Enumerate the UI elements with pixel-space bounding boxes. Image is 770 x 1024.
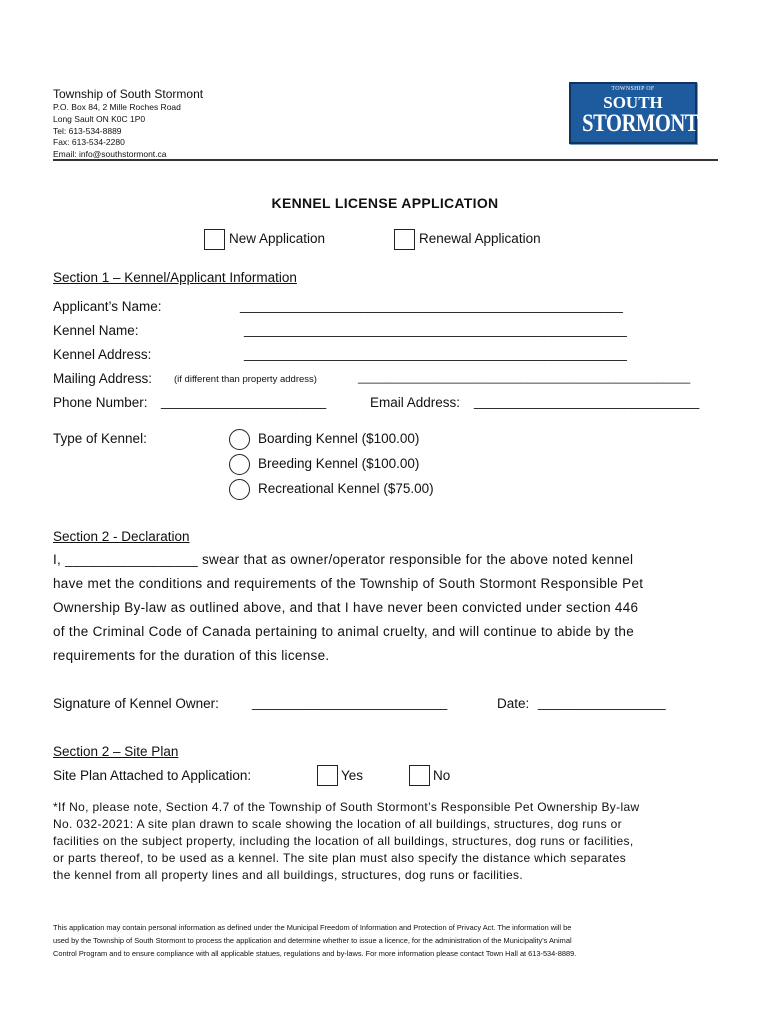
site-plan-note-2: No. 032-2021: A site plan drawn to scale showing the location of all buildings, structures, dog runs or <box>53 817 623 831</box>
site-plan-no-checkbox[interactable] <box>409 765 430 786</box>
kennel-type-label: Type of Kennel: <box>53 431 147 446</box>
boarding-kennel-radio[interactable] <box>229 429 250 450</box>
township-logo <box>569 82 697 144</box>
site-plan-no-label: No <box>433 768 451 783</box>
tel: Tel: 613-534-8889 <box>53 126 122 136</box>
signature-field[interactable]: __________________________ <box>252 695 448 710</box>
site-plan-label: Site Plan Attached to Application: <box>53 768 252 783</box>
phone-field[interactable]: ______________________ <box>161 394 327 409</box>
signature-label: Signature of Kennel Owner: <box>53 696 219 711</box>
privacy-note-3: Control Program and to ensure compliance with all applicable statues, regulations and by-laws. For more information please contact Town Hall at 613-534-8889. <box>53 949 577 958</box>
new-application-checkbox[interactable] <box>204 229 225 250</box>
declaration-line-1: I, _________________ swear that as owner/operator responsible for the above noted kennel <box>53 552 634 567</box>
kennel-name-field[interactable]: ___________________________________________________ <box>244 322 627 337</box>
privacy-note-2: used by the Township of South Stormont to process the application and determine whether to issue a licence, for the administration of the Municipality’s Animal <box>53 936 572 945</box>
email: Email: info@southstormont.ca <box>53 149 167 159</box>
org-name: Township of South Stormont <box>53 87 204 101</box>
site-plan-note-1: *If No, please note, Section 4.7 of the Township of South Stormont’s Responsible Pet Ownership By-law <box>53 800 640 814</box>
section2-heading: Section 2 - Declaration <box>53 529 190 544</box>
renewal-application-checkbox[interactable] <box>394 229 415 250</box>
applicant-name-label: Applicant’s Name: <box>53 299 162 314</box>
recreational-kennel-label: Recreational Kennel ($75.00) <box>258 481 434 496</box>
mailing-address-field[interactable]: _________________________________________________ <box>358 370 691 384</box>
logo-south: SOUTH <box>603 93 663 112</box>
logo-stormont: STORMONT <box>582 110 699 137</box>
site-plan-note-5: the kennel from all property lines and all buildings, structures, dog runs or facilities. <box>53 868 524 882</box>
site-plan-yes-label: Yes <box>341 768 364 783</box>
mailing-address-note: (if different than property address) <box>174 374 317 385</box>
new-application-label: New Application <box>229 231 326 246</box>
site-plan-note-4: or parts thereof, to be used as a kennel. The site plan must also specify the distance which separates <box>53 851 627 865</box>
date-field[interactable]: _________________ <box>538 695 666 710</box>
date-label: Date: <box>497 696 530 711</box>
renewal-application-label: Renewal Application <box>419 231 541 246</box>
boarding-kennel-label: Boarding Kennel ($100.00) <box>258 431 420 446</box>
kennel-address-label: Kennel Address: <box>53 347 152 362</box>
kennel-name-label: Kennel Name: <box>53 323 139 338</box>
fax: Fax: 613-534-2280 <box>53 137 125 147</box>
email-field[interactable]: ______________________________ <box>474 394 700 409</box>
logo-township: TOWNSHIP OF <box>611 86 655 92</box>
applicant-name-field[interactable]: ___________________________________________________ <box>240 298 623 313</box>
breeding-kennel-radio[interactable] <box>229 454 250 475</box>
form-title: KENNEL LICENSE APPLICATION <box>271 195 499 211</box>
site-plan-note-3: facilities on the subject property, including the location of all buildings, structures, dog runs or facilities, <box>53 834 634 848</box>
site-plan-yes-checkbox[interactable] <box>317 765 338 786</box>
recreational-kennel-radio[interactable] <box>229 479 250 500</box>
declaration-line-4: of the Criminal Code of Canada pertaining to animal cruelty, and will continue to abide by the <box>53 624 635 639</box>
section1-heading: Section 1 – Kennel/Applicant Information <box>53 270 297 285</box>
header-divider <box>53 159 718 161</box>
kennel-address-field[interactable]: ___________________________________________________ <box>244 346 627 361</box>
email-label: Email Address: <box>370 395 461 410</box>
declaration-line-5: requirements for the duration of this license. <box>53 648 330 663</box>
declaration-line-2: have met the conditions and requirements of the Township of South Stormont Responsible Pet <box>53 576 644 591</box>
address-line-1: P.O. Box 84, 2 Mille Roches Road <box>53 102 181 112</box>
breeding-kennel-label: Breeding Kennel ($100.00) <box>258 456 420 471</box>
site-plan-heading: Section 2 – Site Plan <box>53 744 179 759</box>
privacy-note-1: This application may contain personal information as defined under the Municipal Freedom of Information and Protection of Privacy Act. The information will be <box>53 923 572 932</box>
address-line-2: Long Sault ON K0C 1P0 <box>53 114 146 124</box>
declaration-line-3: Ownership By-law as outlined above, and that I have never been convicted under section 446 <box>53 600 639 615</box>
mailing-address-label: Mailing Address: <box>53 371 153 386</box>
phone-label: Phone Number: <box>53 395 148 410</box>
